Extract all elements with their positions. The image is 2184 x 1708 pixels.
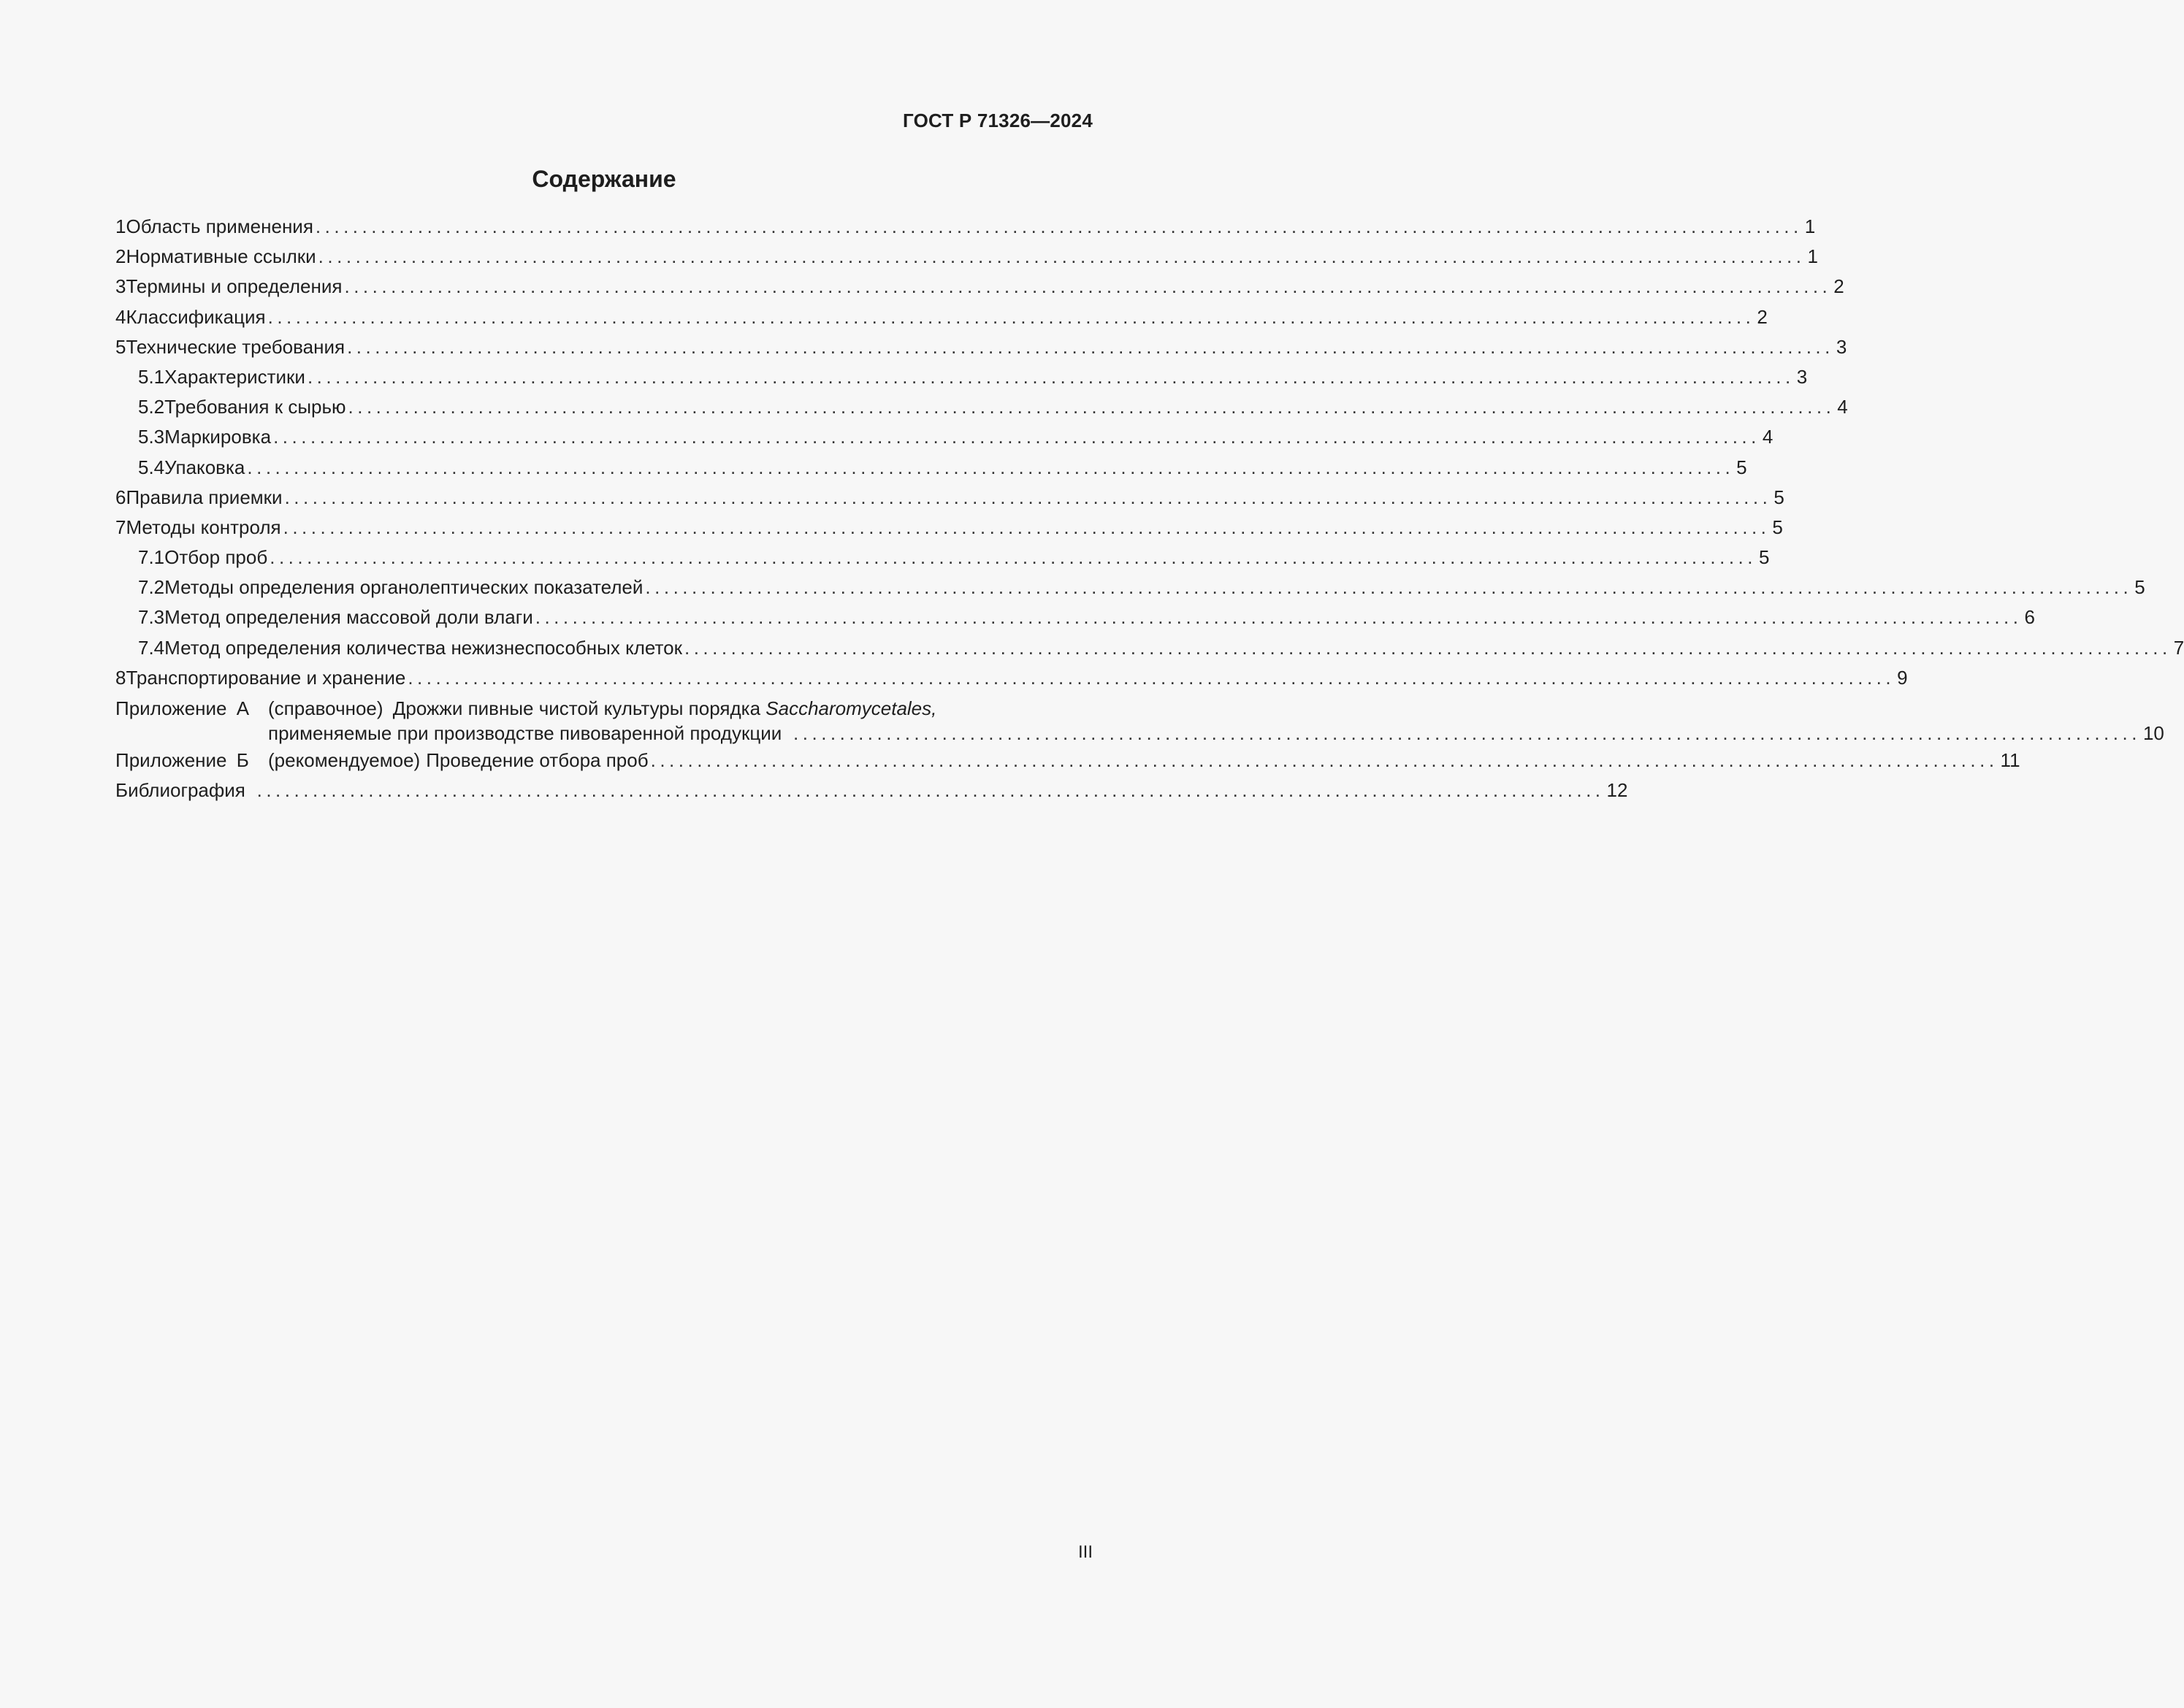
toc-entry[interactable] (115, 362, 1808, 392)
appendix-b-text: Проведение отбора проб (426, 749, 649, 771)
toc-entry-title: Маркировка (164, 426, 272, 448)
toc-entry[interactable] (115, 543, 1770, 572)
toc-entry[interactable] (115, 332, 1847, 362)
page-number: III (1077, 1542, 1093, 1562)
appendix-b-label: Приложение Б (115, 749, 249, 771)
bibliography-page: 12 (1606, 779, 1628, 802)
appendix-b-page: 11 (2000, 749, 2020, 771)
toc-entry[interactable] (115, 422, 1773, 452)
toc-entry[interactable] (115, 602, 2035, 632)
toc-entry-page: 9 (1897, 666, 1908, 689)
toc-entry-page: 1 (1807, 245, 1818, 268)
toc-entry-title: Требования к сырью (164, 396, 346, 418)
toc-entry-page: 4 (1762, 426, 1773, 448)
toc-entry-number: 5.1 (138, 365, 165, 388)
dot-leader: ................................................................................................................................................. (784, 722, 2141, 744)
toc-appendix-a[interactable] (115, 693, 2164, 746)
dot-leader: ................................................................................................................................................. (247, 779, 1605, 802)
toc-bibliography[interactable] (115, 776, 1628, 805)
toc-entry-page: 2 (1757, 305, 1768, 328)
toc-entry-number: 3 (115, 275, 126, 298)
toc-entry-title: Характеристики (164, 365, 305, 388)
dot-leader: ................................................................................................................................................. (650, 749, 1998, 771)
toc-entry-title: Правила приемки (126, 486, 283, 508)
toc-entry-page: 3 (1836, 335, 1847, 358)
toc-entry[interactable] (115, 272, 1844, 302)
toc-entry-number: 1 (115, 215, 126, 237)
toc-entry-page: 2 (1833, 275, 1844, 298)
appendix-b-status: (рекомендуемое) (268, 749, 421, 771)
toc-entry-title: Технические требования (126, 335, 345, 358)
toc-entry[interactable] (115, 453, 1747, 483)
dot-leader: ................................................................................................................................................................ (283, 516, 1771, 538)
toc-entry-title: Область применения (126, 215, 313, 237)
document-code: ГОСТ Р 71326—2024 (903, 110, 1093, 131)
page-title: Содержание (532, 166, 676, 192)
bibliography-label: Библиография (115, 779, 245, 802)
dot-leader: ................................................................................................................................................................ (535, 606, 2023, 629)
toc-entry[interactable] (115, 302, 1768, 332)
toc-entry-title: Термины и определения (126, 275, 343, 298)
toc-entry-number: 5.2 (138, 396, 165, 418)
dot-leader: ................................................................................................................................................................ (247, 456, 1735, 478)
toc-entry-number: 5.4 (138, 456, 165, 478)
toc-entry[interactable] (115, 392, 1848, 422)
dot-leader: ................................................................................................................................................................ (318, 245, 1806, 268)
toc-entry-title: Методы контроля (126, 516, 281, 538)
appendix-a-text-1: Дрожжи пивные чистой культуры порядка (392, 697, 761, 719)
dot-leader: ................................................................................................................................................................ (315, 215, 1803, 237)
toc-entry-number: 7.2 (138, 576, 165, 599)
dot-leader: ................................................................................................................................................................ (645, 576, 2133, 599)
dot-leader: ................................................................................................................................................................ (284, 486, 1772, 508)
toc-entry-page: 5 (1736, 456, 1747, 478)
table-of-contents (115, 212, 2184, 805)
toc-entry-page: 5 (1773, 486, 1784, 508)
toc-entry-page: 5 (1772, 516, 1783, 538)
toc-entry-title: Метод определения массовой доли влаги (164, 606, 533, 629)
toc-entry-number: 7.4 (138, 636, 165, 659)
dot-leader: ................................................................................................................................................................ (267, 305, 1755, 328)
dot-leader: ................................................................................................................................................................ (273, 426, 1760, 448)
toc-appendix-b[interactable] (115, 746, 2020, 776)
toc-entry-page: 1 (1804, 215, 1816, 237)
toc-entry[interactable] (115, 513, 1783, 543)
dot-leader: ................................................................................................................................................................ (270, 546, 1757, 569)
toc-entry-number: 4 (115, 305, 126, 328)
appendix-a-text-italic: Saccharomycetales, (765, 697, 937, 719)
toc-entry-title: Метод определения количества нежизнеспособных клеток (164, 636, 682, 659)
toc-entry-page: 7 (2173, 636, 2184, 659)
toc-entry-number: 6 (115, 486, 126, 508)
toc-entry-title: Методы определения органолептических показателей (164, 576, 644, 599)
toc-entry-title: Упаковка (164, 456, 245, 478)
appendix-a-page: 10 (2142, 722, 2164, 744)
dot-leader: ................................................................................................................................................................ (344, 275, 1832, 298)
toc-entry-page: 5 (2134, 576, 2145, 599)
toc-entry-title: Отбор проб (164, 546, 268, 569)
dot-leader: ................................................................................................................................................................ (408, 666, 1895, 689)
toc-entry-page: 3 (1796, 365, 1808, 388)
toc-entry-page: 4 (1837, 396, 1848, 418)
dot-leader: ................................................................................................................................................................ (348, 396, 1836, 418)
appendix-a-status: (справочное) (268, 697, 383, 719)
dot-leader: ................................................................................................................................................................ (347, 335, 1834, 358)
toc-entry-number: 5 (115, 335, 126, 358)
appendix-a-text-2: применяемые при производстве пивоваренной продукции (268, 722, 782, 744)
toc-entry[interactable] (115, 242, 1818, 272)
toc-entry[interactable] (115, 483, 1784, 513)
toc-entry-page: 6 (2024, 606, 2035, 629)
dot-leader: ................................................................................................................................................................ (307, 365, 1795, 388)
toc-entry[interactable] (115, 212, 1816, 242)
toc-entry-number: 7 (115, 516, 126, 538)
dot-leader: ................................................................................................................................................................ (684, 636, 2172, 659)
appendix-a-label: Приложение А (115, 697, 250, 719)
toc-entry-title: Транспортирование и хранение (126, 666, 406, 689)
toc-entry-number: 8 (115, 666, 126, 689)
toc-entry-number: 2 (115, 245, 126, 268)
toc-entry-number: 5.3 (138, 426, 165, 448)
toc-entries (115, 212, 2184, 693)
toc-entry[interactable] (115, 633, 2184, 663)
appendix-b-body (268, 746, 2020, 776)
toc-entry-number: 7.3 (138, 606, 165, 629)
appendix-a-body (268, 696, 2164, 746)
toc-entry-page: 5 (1759, 546, 1770, 569)
toc-entry[interactable] (115, 572, 2145, 602)
toc-entry-title: Классификация (126, 305, 266, 328)
toc-entry-title: Нормативные ссылки (126, 245, 316, 268)
toc-entry[interactable] (115, 663, 1908, 693)
toc-entry-number: 7.1 (138, 546, 165, 569)
